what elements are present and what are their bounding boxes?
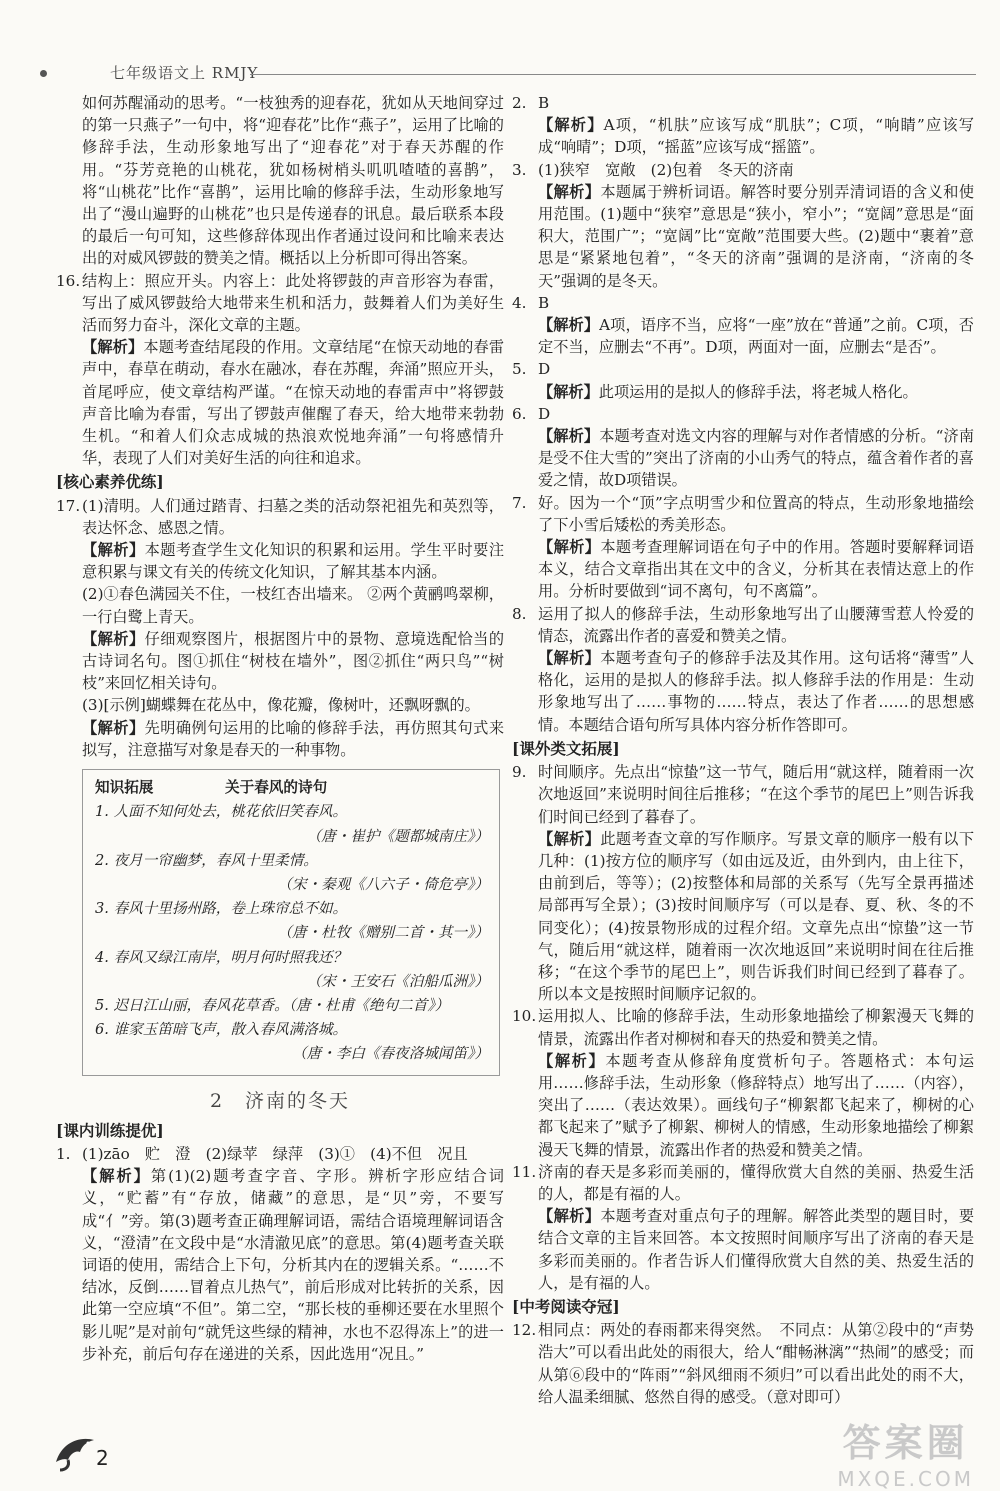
- analysis-label: 【解析】: [538, 538, 601, 557]
- answer-text: (1)清明。人们通过踏青、扫墓之类的活动祭祀祖先和英烈等，表达怀念、感恩之情。: [82, 496, 504, 537]
- question-item: [512, 403, 974, 492]
- knowledge-box: [82, 769, 500, 1075]
- page-number: 2: [96, 1446, 109, 1470]
- poem-line: 5. 迟日江山丽，春风花草香。（唐・杜甫《绝句二首》）: [95, 996, 450, 1014]
- analysis: [82, 717, 504, 761]
- analysis-text: 第(1)(2)题考查字音、字形。辨析字形应结合词义，“贮蓄”有“存放，储藏”的意思，是“贝”旁，不要写成“亻”旁。第(3)题考查正确理解词语，需结合语境理解词语含义，“澄清”在文段中是“水清澈见底”的意思。第(4)题考查关联词语的使用，需结合上下句，分析其内在的逻辑关系。“……不结冰，反倒……冒着点儿热气”，前后形成对比转折的关系，因此第一空应填“不但”。第二空，“那长枝的垂柳还要在水里照个影儿呢”是对前句“就凭这些绿的精神，水也不忍得冻上”的进一步补充，前后句存在递进的关系，因此选用“况且。”: [82, 1167, 504, 1363]
- section-heading: [课外类文拓展]: [512, 738, 620, 758]
- poem-line: 2. 夜月一帘幽梦，春风十里柔情。: [95, 851, 318, 869]
- question-number: 6.: [512, 404, 527, 423]
- question-17: [56, 495, 504, 761]
- poem-line: 3. 春风十里扬州路，卷上珠帘总不如。: [95, 900, 348, 918]
- question-number: 5.: [512, 360, 527, 379]
- lesson-title: 2 济南的冬天: [209, 1089, 351, 1112]
- answer-text: 时间顺序。先点出“惊蛰”这一节气，随后用“就这样，随着雨一次次地返回”来说明时间往后推移；“在这个季节的尾巴上”则告诉我们时间已经到了暮春了。: [538, 763, 974, 826]
- question-number: 2.: [512, 94, 527, 112]
- analysis-label: 【解析】: [538, 829, 601, 848]
- question-number: 4.: [512, 293, 527, 312]
- answer-text: 好。因为一个“顶”字点明雪少和位置高的特点，生动形象地描绘了下小雪后矮松的秀美形态。: [538, 493, 974, 534]
- analysis-text: 本题考查理解词语在句子中的作用。答题时要解释词语本义，结合文章指出其在文中的含义，分析其在表情达意上的作用。分析时要做到“词不离句，句不离篇”。: [538, 538, 975, 601]
- analysis-label: 【解析】: [538, 182, 601, 201]
- question-number: 7.: [512, 493, 527, 512]
- question-12: [512, 1319, 974, 1408]
- analysis-text: 本题考查结尾段的作用。文章结尾“在惊天动地的春雷声中，春草在萌动，春水在融冰，春在苏醒，奔涌”照应开头，首尾呼应，使文章结构严谨。“在惊天动地的春雷声中”将锣鼓声音比喻为春雷，写出了锣鼓声催醒了春天，给大地带来勃勃生机。“和着人们众志成城的热浪欢悦地奔涌”一句将感情升华，表现了人们对美好生活的向往和追求。: [82, 338, 505, 468]
- analysis-text: 先明确例句运用的比喻的修辞手法，再仿照其句式来拟写，注意描写对象是春天的一种事物。: [82, 718, 505, 759]
- analysis-label: 【解析】: [538, 1051, 606, 1070]
- analysis: [538, 828, 974, 1006]
- right-column: [512, 92, 974, 1408]
- poem-source: （唐・李白《春夜洛城闻笛》）: [291, 1045, 489, 1063]
- box-title: 关于春风的诗句: [225, 779, 328, 797]
- analysis-label: 【解析】: [82, 629, 145, 648]
- question-number: 16.: [56, 271, 81, 290]
- analysis: [82, 336, 504, 469]
- analysis-text: 本题考查学生文化知识的积累和运用。学生平时要注意积累与课文有关的传统文化知识，了解其基本内涵。: [82, 541, 505, 582]
- question-item: [512, 159, 974, 292]
- poem-source: （唐・崔护《题都城南庄》）: [306, 827, 489, 845]
- header-rule: [250, 74, 976, 75]
- answer-text: B: [538, 293, 550, 312]
- poem-source: （宋・王安石《泊船瓜洲》）: [306, 972, 489, 990]
- header-title: 七年级语文上 RMJY: [110, 64, 259, 82]
- answer-text: 相同点：两处的春雨都来得突然。 不同点：从第②段中的“声势浩大”可以看出此处的雨很大，给人“酣畅淋漓”“热闹”的感受；而从第⑥段中的“阵雨”“斜风细雨不须归”可以看出此处的雨不大，给人温柔细腻、悠然自得的感受。（意对即可）: [538, 1321, 974, 1406]
- question-item: [512, 358, 974, 402]
- question-number: 10.: [512, 1007, 537, 1026]
- analysis-label: 【解析】: [538, 316, 600, 335]
- analysis-text: 本题考查句子的修辞手法及其作用。这句话将“薄雪”人格化，运用的是拟人的修辞手法。拟人修辞手法的作用是：生动形象地写出了……事物的……特点，表达了作者……的思想感情。本题结合语句所写具体内容分析作答即可。: [538, 649, 975, 734]
- analysis-text: 本题考查从修辞角度赏析句子。答题格式：本句运用……修辞手法，生动形象（修辞特点）地写出了……（内容），突出了……（表达效果）。画线句子“柳絮都飞起来了，柳树的心都飞起来了”赋予了柳絮、柳树人的情感，生动形象地描绘了柳絮漫天飞舞的情景，流露出作者的热爱和赞美之情。: [538, 1051, 975, 1159]
- analysis-text: 此题考查文章的写作顺序。写景文章的顺序一般有以下几种：(1)按方位的顺序写（如由远及近，由外到内，由上往下，由前到后，等等）；(2)按整体和局部的关系写（先写全景再描述局部再写全景）；(3)按时间顺序写（可以是春、夏、秋、冬的不同变化）；(4)按景物形成的过程介绍。文章先点出“惊蛰”这一节气，随后用“就这样，随着雨一次次地返回”来说明时间在往后推移；“在这个季节的尾巴上”，则告诉我们时间已经到了暮春了。所以本文是按照时间顺序记叙的。: [538, 829, 975, 1004]
- question-number: 8.: [512, 604, 527, 623]
- watermark-line2: MXQE.COM: [837, 1467, 974, 1491]
- analysis: [538, 114, 974, 158]
- analysis-label: 【解析】: [538, 427, 600, 446]
- analysis-text: 此项运用的是拟人的修辞手法，将老城人格化。: [598, 382, 918, 401]
- analysis: [82, 1165, 504, 1365]
- section-heading: [中考阅读夺冠]: [512, 1296, 620, 1316]
- answer-text: 运用拟人、比喻的修辞手法，生动形象地描绘了柳絮漫天飞舞的情景，流露出作者对柳树和春天的热爱和赞美之情。: [538, 1007, 974, 1048]
- question-item: [512, 92, 974, 159]
- analysis: [538, 1050, 974, 1161]
- question-1: [56, 1143, 504, 1365]
- left-column: [56, 92, 504, 1365]
- question-number: 12.: [512, 1321, 537, 1340]
- poem-line: 6. 谁家玉笛暗飞声，散入春风满洛城。: [95, 1021, 348, 1039]
- q15-continued: 如何苏醒涌动的思考。“一枝独秀的迎春花，犹如从天地间穿过的第一只燕子”一句中，将“迎春花”比作“燕子”，运用了比喻的修辞手法，生动形象地写出了“迎春花”对于春天苏醒的作用。“芬芳竞艳的山桃花，犹如杨树梢头叽叽喳喳的喜鹊”，将“山桃花”比作“喜鹊”，运用比喻的修辞手法，生动形象地写出了“漫山遍野的山桃花”也只是传递春的讯息。最后联系本段的最后一句可知，这些修辞体现出作者通过设问和比喻来表达出的对威风锣鼓的赞美之情。概括以上分析即可得出答案。: [82, 94, 504, 268]
- poem-line: 4. 春风又绿江南岸，明月何时照我还？: [95, 948, 348, 966]
- analysis: [538, 181, 974, 292]
- question-number: 9.: [512, 763, 527, 782]
- analysis-text: A项，“机肤”应该写成“肌肤”；C项，“响睛”应该写成“响晴”；D项，“摇蓝”应该写成“摇篮”。: [538, 116, 974, 157]
- answer-text: (1)狭窄 宽敞 (2)包着 冬天的济南: [538, 160, 794, 179]
- question-item: [512, 603, 974, 736]
- answer-text: 运用了拟人的修辞手法，生动形象地写出了山腰薄雪惹人怜爱的情态，流露出作者的喜爱和赞美之情。: [538, 604, 974, 645]
- analysis-text: 本题考查对选文内容的理解与对作者情感的分析。“济南是受不住大雪的”突出了济南的小山秀气的特点，蕴含着作者的喜爱之情，故D项错误。: [538, 427, 975, 490]
- analysis-label: 【解析】: [82, 338, 144, 357]
- question-item: [512, 492, 974, 603]
- analysis-label: 【解析】: [82, 718, 145, 737]
- dolphin-logo-icon: [52, 1432, 98, 1472]
- analysis-label: 【解析】: [538, 649, 601, 668]
- box-label: 知识拓展: [95, 779, 154, 797]
- analysis: [538, 381, 974, 403]
- page-header: [36, 62, 976, 82]
- analysis: [82, 539, 504, 583]
- section-heading: [课内训练提优]: [56, 1120, 164, 1140]
- question-item: [512, 292, 974, 359]
- answer-text: (2)①春色满园关不住，一枝红杏出墙来。 ②两个黄鹂鸣翠柳，一行白鹭上青天。: [82, 585, 504, 626]
- answer-text: 济南的春天是多彩而美丽的，懂得欣赏大自然的美丽、热爱生活的人，都是有福的人。: [538, 1162, 974, 1203]
- analysis-label: 【解析】: [538, 382, 599, 401]
- answer-text: D: [538, 404, 551, 423]
- poem-source: （宋・秦观《八六子・倚危亭》）: [277, 875, 489, 893]
- question-number: 1.: [56, 1144, 71, 1163]
- question-item: [512, 1161, 974, 1294]
- answer-text: (3)[示例]蝴蝶舞在花丛中，像花瓣，像树叶，还飘呀飘的。: [82, 696, 480, 715]
- analysis-text: A项，语序不当，应将“一座”放在“普通”之前。C项，否定不当，应删去“不再”。D项，两面对一面，应删去“是否”。: [538, 316, 974, 357]
- box-heading: [95, 776, 489, 800]
- analysis-text: 仔细观察图片，根据图片中的景物、意境选配恰当的古诗词名句。图①抓住“树枝在墙外”，图②抓住“两只鸟”“树枝”来回忆相关诗句。: [82, 629, 505, 693]
- poem-line: 1. 人面不知何处去，桃花依旧笑春风。: [95, 803, 348, 821]
- analysis-text: 本题考查对重点句子的理解。解答此类型的题目时，要结合文章的主旨来回答。本文按照时间顺序写出了济南的春天是多彩而美丽的。作者告诉人们懂得欣赏大自然的美、热爱生活的人，是有福的人。: [538, 1207, 975, 1292]
- question-16: [56, 270, 504, 470]
- question-number: 17.: [56, 496, 81, 515]
- analysis: [82, 628, 504, 695]
- analysis: [538, 647, 974, 736]
- header-dot: [40, 70, 47, 77]
- analysis-label: 【解析】: [538, 116, 604, 135]
- section-heading: [核心素养优练]: [56, 472, 164, 492]
- question-number: 3.: [512, 160, 527, 179]
- analysis: [538, 314, 974, 358]
- question-number: 11.: [512, 1162, 537, 1181]
- poem-source: （唐・杜牧《赠别二首・其一》）: [277, 924, 489, 942]
- watermark-line1: 答案圈: [842, 1421, 969, 1465]
- answer-text: D: [538, 360, 551, 379]
- analysis-label: 【解析】: [538, 1207, 601, 1226]
- question-item: [512, 1005, 974, 1160]
- analysis-label: 【解析】: [82, 541, 145, 560]
- answer-text: 结构上：照应开头。内容上：此处将锣鼓的声音形容为春雷，写出了威风锣鼓给大地带来生机和活力，鼓舞着人们为美好生活而努力奋斗，深化文章的主题。: [82, 271, 504, 335]
- analysis: [538, 1205, 974, 1294]
- analysis: [538, 536, 974, 603]
- analysis: [538, 425, 974, 492]
- answer-text: (1)zāo 贮 澄 (2)绿苹 绿萍 (3)① (4)不但 况且: [82, 1144, 468, 1163]
- analysis-text: 本题属于辨析词语。解答时要分别弄清词语的含义和使用范围。(1)题中“狭窄”意思是“狭小，窄小”；“宽阔”意思是“面积大，范围广”；“宽阔”比“宽敞”范围要大些。(2)题中“裹着”意思是“紧紧地包着”，“冬天的济南”强调的是济南，“济南的冬天”强调的是冬天。: [538, 182, 975, 290]
- watermark: [837, 1412, 974, 1491]
- question-item: [512, 761, 974, 1005]
- answer-text: B: [538, 94, 550, 112]
- analysis-label: 【解析】: [82, 1167, 151, 1186]
